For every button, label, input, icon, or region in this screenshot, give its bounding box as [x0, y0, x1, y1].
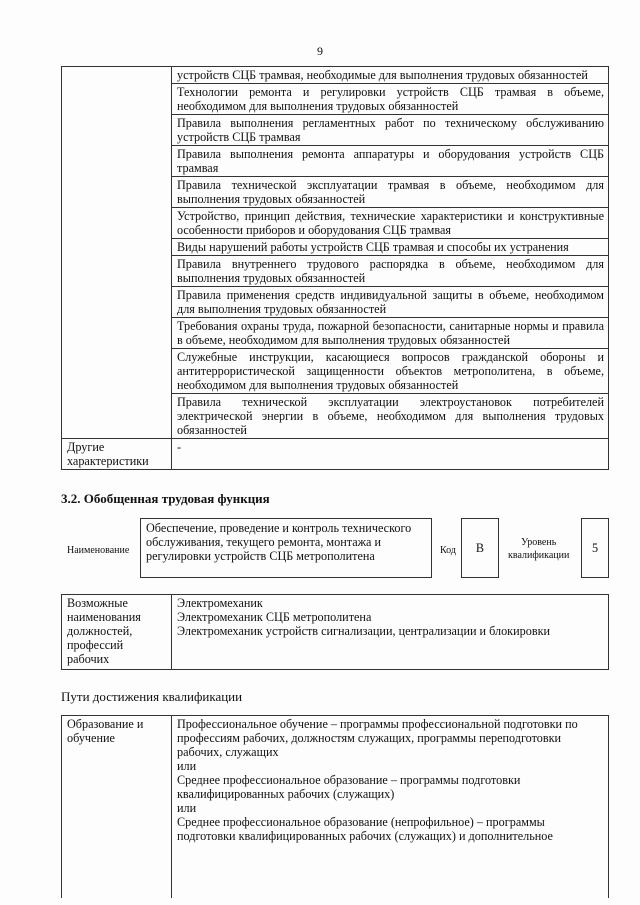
knowledge-row [62, 67, 609, 84]
positions-label: Возможные наименования должностей, профессий рабочих [62, 595, 172, 670]
education-label: Образование и обучение [62, 716, 172, 899]
knowledge-item: Правила технической эксплуатации электроустановок потребителей электрической энергии в объеме, необходимом для выполнения трудовых обязанностей [172, 394, 609, 439]
education-table [61, 715, 609, 898]
page-number: 9 [317, 44, 323, 58]
knowledge-item: Технологии ремонта и регулировки устройств СЦБ трамвая в объеме, необходимом для выполнения трудовых обязанностей [172, 84, 609, 115]
code-label: Код [440, 545, 456, 556]
education-line: Профессиональное обучение – программы профессиональной подготовки по профессиям рабочих, должностям служащих, программы переподготовки рабочих, служащих [177, 717, 578, 759]
education-line: или [177, 801, 197, 815]
position-item: Электромеханик СЦБ метрополитена [177, 610, 372, 624]
knowledge-row [62, 439, 609, 470]
knowledge-item: Правила выполнения регламентных работ по техническому обслуживанию устройств СЦБ трамвая [172, 115, 609, 146]
knowledge-item: Устройство, принцип действия, технические характеристики и конструктивные особенности приборов и оборудования СЦБ трамвая [172, 208, 609, 239]
knowledge-item: - [172, 439, 609, 470]
qualification-level-value: 5 [581, 518, 609, 578]
code-value: В [461, 518, 499, 578]
knowledge-left-cell [62, 67, 172, 439]
knowledge-item: Правила применения средств индивидуальной защиты в объеме, необходимом для выполнения трудовых обязанностей [172, 287, 609, 318]
positions-table [61, 594, 609, 670]
level-label-line1: Уровень [521, 537, 557, 548]
knowledge-table [61, 66, 609, 470]
education-line: Среднее профессиональное образование (непрофильное) – программы подготовки квалифицированных рабочих (служащих) и дополнительное [177, 815, 553, 843]
knowledge-item: Служебные инструкции, касающиеся вопросов гражданской обороны и антитеррористической защищенности объектов метрополитена, в объеме, необходимом для выполнения трудовых обязанностей [172, 349, 609, 394]
knowledge-item: Правила внутреннего трудового распорядка в объеме, необходимом для выполнения трудовых обязанностей [172, 256, 609, 287]
knowledge-item: Правила технической эксплуатации трамвая в объеме, необходимом для выполнения трудовых обязанностей [172, 177, 609, 208]
knowledge-item: Правила выполнения ремонта аппаратуры и оборудования устройств СЦБ трамвая [172, 146, 609, 177]
education-content [172, 716, 609, 899]
education-line: Среднее профессиональное образование – программы подготовки квалифицированных рабочих (служащих) [177, 773, 521, 801]
level-label-line2: квалификации [508, 550, 570, 561]
knowledge-item: Требования охраны труда, пожарной безопасности, санитарные нормы и правила в объеме, необходимом для выполнения трудовых обязанностей [172, 318, 609, 349]
other-characteristics-label: Другие характеристики [62, 439, 172, 470]
position-item: Электромеханик [177, 596, 263, 610]
knowledge-item: устройств СЦБ трамвая, необходимые для выполнения трудовых обязанностей [172, 67, 609, 84]
qualification-level-label [508, 536, 569, 562]
position-item: Электромеханик устройств сигнализации, централизации и блокировки [177, 624, 551, 638]
positions-list [172, 595, 609, 670]
education-line: или [177, 759, 197, 773]
section-heading: 3.2. Обобщенная трудовая функция [61, 491, 270, 506]
paths-heading: Пути достижения квалификации [61, 689, 243, 704]
knowledge-item: Виды нарушений работы устройств СЦБ трамвая и способы их устранения [172, 239, 609, 256]
function-name-value: Обеспечение, проведение и контроль технического обслуживания, текущего ремонта, монтажа и регулировки устройств СЦБ метрополитена [140, 518, 432, 578]
name-label: Наименование [67, 545, 130, 556]
